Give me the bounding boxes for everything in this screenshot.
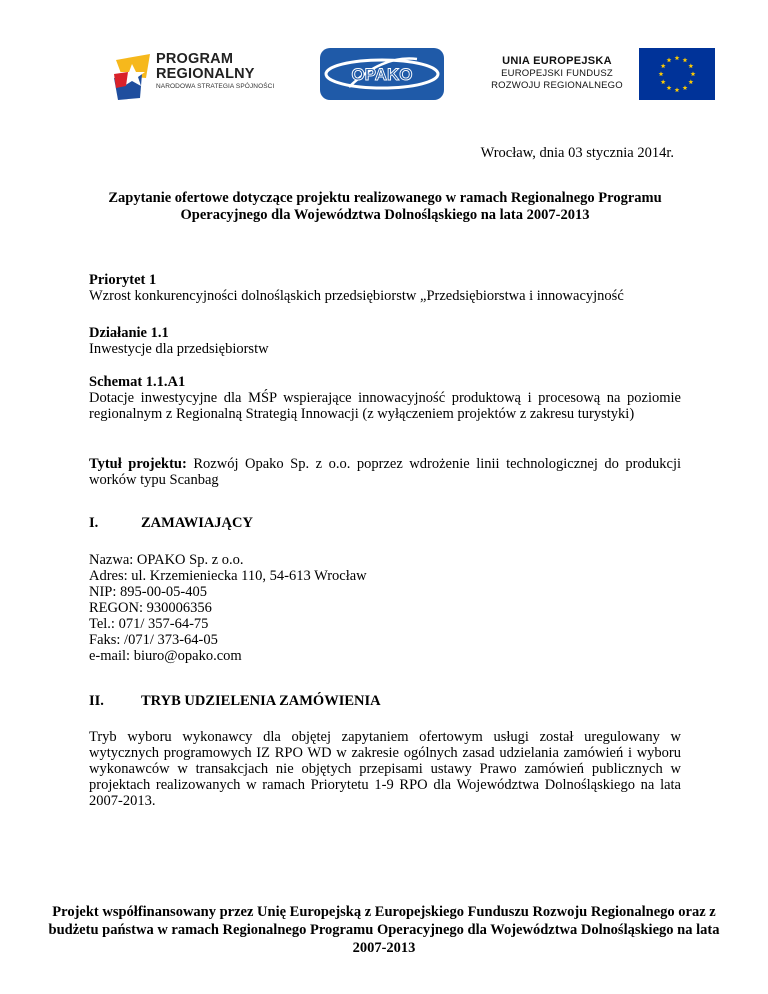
schemat-text: Dotacje inwestycyjne dla MŚP wspierające innowacyjność produktową i procesową na poziomie regionalnym z Regionalną Strategią Innowacji (z wyłączeniem projektów z zakresu turystyki): [89, 390, 681, 422]
contact-line: Nazwa: OPAKO Sp. z o.o.: [89, 552, 244, 568]
opako-logo-text: OPAKO: [351, 65, 413, 84]
contact-line: REGON: 930006356: [89, 600, 212, 616]
contact-line: e-mail: biuro@opako.com: [89, 648, 242, 664]
priorytet-block: [89, 272, 681, 304]
eu-flag-icon: [639, 48, 715, 100]
program-logo-line1: PROGRAM: [156, 51, 234, 67]
ue-line3: ROZWOJU REGIONALNEGO: [491, 80, 623, 91]
section-1-number: I.: [89, 515, 99, 531]
document-date: Wrocław, dnia 03 stycznia 2014r.: [480, 145, 674, 161]
contact-line: NIP: 895-00-05-405: [89, 584, 208, 600]
document-title: Zapytanie ofertowe dotyczące projektu realizowanego w ramach Regionalnego Programu Operacyjnego dla Województwa Dolnośląskiego na lata 2007-2013: [108, 190, 662, 223]
priorytet-label: Priorytet 1: [89, 272, 157, 288]
priorytet-text: Wzrost konkurencyjności dolnośląskich przedsiębiorstw „Przedsiębiorstwa i innowacyjność: [89, 288, 624, 304]
ue-line2: EUROPEJSKI FUNDUSZ: [501, 68, 613, 79]
tryb-paragraph: Tryb wyboru wykonawcy dla objętej zapytaniem ofertowym usługi został uregulowany w wytycznych programowych IZ RPO WD w zakresie ogólnych zasad udzielania zamówień i wyboru wykonawców w transakcjach nie objętych przepisami ustawy Prawo zamówień publicznych w projektach realizowanych w ramach Priorytetu 1-9 RPO dla Województwa Dolnośląskiego na lata 2007-2013.: [89, 729, 681, 809]
tytul-projektu-label: Tytuł projektu:: [89, 456, 187, 472]
opako-logo: [319, 47, 445, 101]
dzialanie-label: Działanie 1.1: [89, 325, 169, 341]
section-tryb-heading: [89, 693, 381, 710]
section-2-number: II.: [89, 693, 104, 709]
section-1-title: ZAMAWIAJĄCY: [141, 515, 253, 531]
contact-line: Faks: /071/ 373-64-05: [89, 632, 218, 648]
contact-list: [89, 552, 681, 664]
program-logo-line3: NARODOWA STRATEGIA SPÓJNOŚCI: [156, 83, 275, 90]
schemat-label: Schemat 1.1.A1: [89, 374, 186, 390]
section-zamawiajacy-heading: [89, 515, 253, 532]
ue-line1: UNIA EUROPEJSKA: [502, 55, 612, 67]
contact-line: Adres: ul. Krzemieniecka 110, 54-613 Wrocław: [89, 568, 367, 584]
contact-line: Tel.: 071/ 357-64-75: [89, 616, 209, 632]
tytul-projektu-text: Rozwój Opako Sp. z o.o. poprzez wdrożenie linii technologicznej do produkcji worków typu Scanbag: [89, 456, 682, 488]
program-regionalny-logo: [112, 52, 292, 102]
program-regionalny-flag-icon: [112, 52, 156, 102]
schemat-block: [89, 374, 681, 422]
section-2-title: TRYB UDZIELENIA ZAMÓWIENIA: [141, 693, 381, 709]
tytul-projektu-block: [89, 456, 681, 488]
header: [0, 0, 768, 115]
dzialanie-block: [89, 325, 681, 357]
program-logo-line2: REGIONALNY: [156, 66, 255, 82]
unia-europejska-label: [487, 54, 627, 92]
dzialanie-text: Inwestycje dla przedsiębiorstw: [89, 341, 269, 357]
footer-cofinancing-note: Projekt współfinansowany przez Unię Europejską z Europejskiego Funduszu Rozwoju Regionalnego oraz z budżetu państwa w ramach Regionalnego Programu Operacyjnego dla Województwa Dolnośląskiego na lata 2007-2013: [48, 904, 720, 956]
